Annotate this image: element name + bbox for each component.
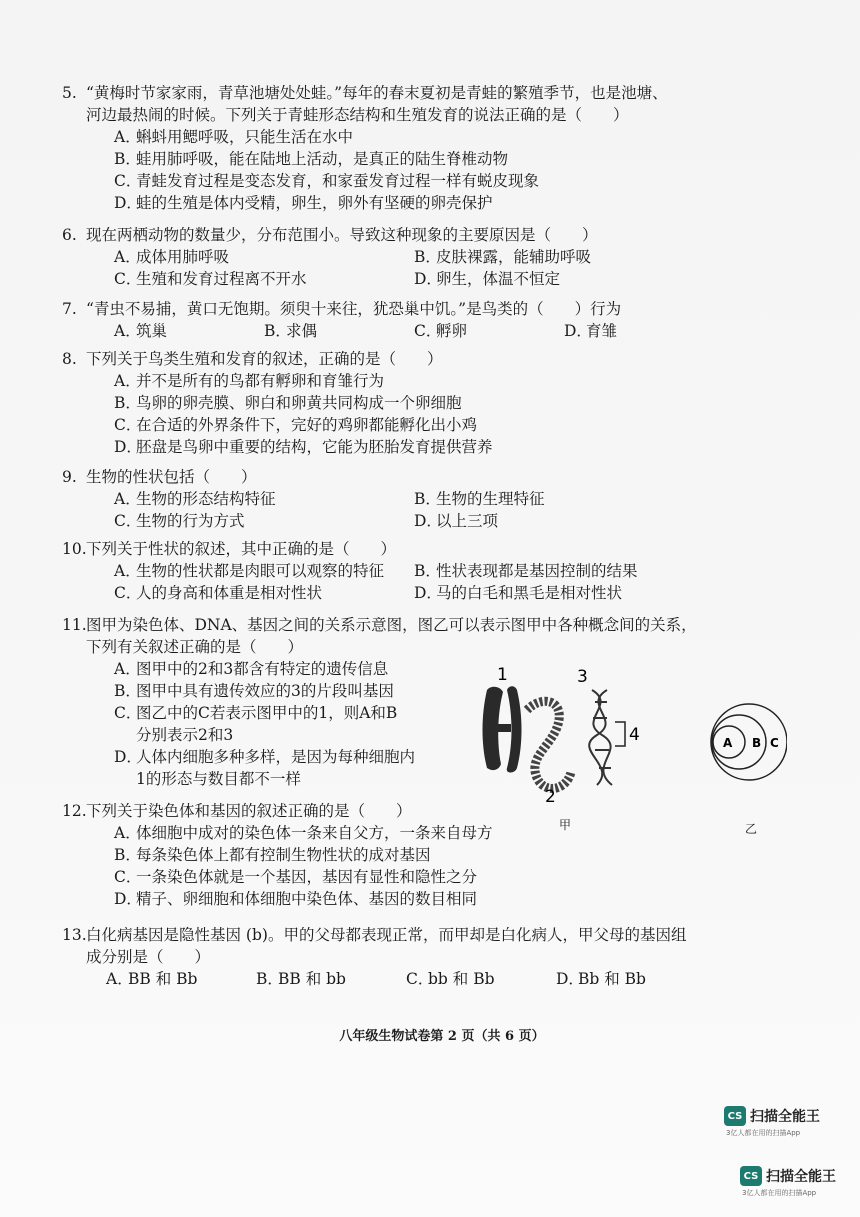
option-c: C．孵卵 <box>414 322 468 340</box>
figure-caption-jia: 甲 <box>559 818 572 832</box>
chromosome-dna-gene-diagram <box>467 660 787 810</box>
question-5 <box>62 82 822 214</box>
option-c-continued: 分别表示2和3 <box>136 726 234 744</box>
option-row <box>62 582 822 604</box>
question-stem: 5. “黄梅时节家家雨，青草池塘处处蛙。”每年的春末夏初是青蛙的繁殖季节，也是池塘、 <box>62 84 668 102</box>
chromosome-shape <box>483 686 522 772</box>
option-d: D．以上三项 <box>414 512 499 530</box>
option-b: B．鸟卵的卵壳膜、卵白和卵黄共同构成一个卵细胞 <box>114 394 462 412</box>
option-c: C．青蛙发育过程是变态发育，和家蚕发育过程一样有蜕皮现象 <box>114 172 540 190</box>
question-8 <box>62 348 822 458</box>
question-12 <box>62 800 822 910</box>
option-d: D．Bb 和 Bb <box>556 970 646 988</box>
camscanner-name: 扫描全能王 <box>750 1109 820 1125</box>
option-a: A．BB 和 Bb <box>106 970 198 988</box>
option-d: D．胚盘是鸟卵中重要的结构，它能为胚胎发育提供营养 <box>114 438 493 456</box>
option-b: B．性状表现都是基因控制的结果 <box>414 562 638 580</box>
option-b: B．图甲中具有遗传效应的3的片段叫基因 <box>114 682 394 700</box>
camscanner-logo: CS <box>724 1106 746 1126</box>
question-stem: 10.下列关于性状的叙述，其中正确的是（ ） <box>62 540 397 558</box>
camscanner-logo: CS <box>740 1166 762 1186</box>
option-row <box>62 968 822 990</box>
option-c: C．人的身高和体重是相对性状 <box>114 584 323 602</box>
label-4: 4 <box>629 725 640 745</box>
question-stem-continued: 下列有关叙述正确的是（ ） <box>86 638 304 656</box>
option-c: C．在合适的外界条件下，完好的鸡卵都能孵化出小鸡 <box>114 416 478 434</box>
question-stem: 7. “青虫不易捕，黄口无饱期。须臾十来往，犹恐巢中饥。”是鸟类的（ ）行为 <box>62 300 622 318</box>
option-b: B．生物的生理特征 <box>414 490 545 508</box>
chromatin-coil <box>527 701 571 788</box>
exam-paper <box>62 52 822 1092</box>
option-a: A．蝌蚪用鳃呼吸，只能生活在水中 <box>114 128 354 146</box>
circle-label-a: A <box>723 736 733 750</box>
option-a: A．并不是所有的鸟都有孵卵和育雏行为 <box>114 372 385 390</box>
option-a: A．筑巢 <box>114 322 168 340</box>
option-row <box>62 488 822 510</box>
question-10 <box>62 538 822 604</box>
option-a: A．图甲中的2和3都含有特定的遗传信息 <box>114 660 389 678</box>
question-stem: 8. 下列关于鸟类生殖和发育的叙述，正确的是（ ） <box>62 350 443 368</box>
option-row <box>62 320 822 342</box>
label-2: 2 <box>545 787 556 807</box>
option-b: B．求偶 <box>264 322 318 340</box>
option-a: A．生物的性状都是肉眼可以观察的特征 <box>114 562 385 580</box>
camscanner-slogan: 3亿人都在用的扫描App <box>742 1189 817 1197</box>
camscanner-slogan: 3亿人都在用的扫描App <box>726 1129 801 1137</box>
option-c: C．bb 和 Bb <box>406 970 495 988</box>
option-row <box>62 510 822 532</box>
option-b: B．BB 和 bb <box>256 970 346 988</box>
question-stem: 11.图甲为染色体、DNA、基因之间的关系示意图，图乙可以表示图甲中各种概念间的关系， <box>62 616 697 634</box>
option-d: D．育雏 <box>564 322 618 340</box>
scanner-watermark <box>724 1106 820 1137</box>
question-13 <box>62 924 822 990</box>
scanner-watermark <box>740 1166 836 1197</box>
gene-bracket <box>615 722 625 746</box>
option-d: D．马的白毛和黑毛是相对性状 <box>414 584 623 602</box>
question-stem: 6. 现在两栖动物的数量少，分布范围小。导致这种现象的主要原因是（ ） <box>62 226 598 244</box>
question-stem: 12.下列关于染色体和基因的叙述正确的是（ ） <box>62 802 412 820</box>
option-row <box>62 560 822 582</box>
question-stem-continued: 河边最热闹的时候。下列关于青蛙形态结构和生殖发育的说法正确的是（ ） <box>86 106 629 124</box>
label-1: 1 <box>497 665 508 685</box>
option-b: B．皮肤裸露，能辅助呼吸 <box>414 248 592 266</box>
option-row <box>62 268 822 290</box>
option-d: D．卵生，体温不恒定 <box>414 270 561 288</box>
dna-helix <box>589 690 612 785</box>
question-stem: 13.白化病基因是隐性基因 (b)。甲的父母都表现正常，而甲却是白化病人，甲父母的基因组 <box>62 926 687 944</box>
option-row <box>62 246 822 268</box>
page-footer: 八年级生物试卷第 2 页（共 6 页） <box>339 1029 545 1044</box>
option-c: C．生物的行为方式 <box>114 512 245 530</box>
question-7 <box>62 298 822 342</box>
option-c: C．图乙中的C若表示图甲中的1，则A和B <box>114 704 398 722</box>
option-a: A．成体用肺呼吸 <box>114 248 230 266</box>
question-stem-continued: 成分别是（ ） <box>86 948 211 966</box>
option-b: B．每条染色体上都有控制生物性状的成对基因 <box>114 846 431 864</box>
option-b: B．蛙用肺呼吸，能在陆地上活动，是真正的陆生脊椎动物 <box>114 150 509 168</box>
option-c: C．生殖和发育过程离不开水 <box>114 270 307 288</box>
question-9 <box>62 466 822 532</box>
option-c: C．一条染色体就是一个基因，基因有显性和隐性之分 <box>114 868 478 886</box>
question-stem: 9. 生物的性状包括（ ） <box>62 468 257 486</box>
figure-caption-yi: 乙 <box>745 822 758 836</box>
circle-label-b: B <box>752 736 762 750</box>
question-6 <box>62 224 822 290</box>
camscanner-name: 扫描全能王 <box>766 1169 836 1185</box>
option-a: A．体细胞中成对的染色体一条来自父方，一条来自母方 <box>114 824 493 842</box>
option-a: A．生物的形态结构特征 <box>114 490 276 508</box>
option-d-continued: 1的形态与数目都不一样 <box>136 770 301 788</box>
circle-label-c: C <box>770 736 779 750</box>
option-d: D．蛙的生殖是体内受精，卵生，卵外有坚硬的卵壳保护 <box>114 194 493 212</box>
option-d: D．人体内细胞多种多样，是因为每种细胞内 <box>114 748 416 766</box>
option-d: D．精子、卵细胞和体细胞中染色体、基因的数目相同 <box>114 890 478 908</box>
label-3: 3 <box>577 667 588 687</box>
